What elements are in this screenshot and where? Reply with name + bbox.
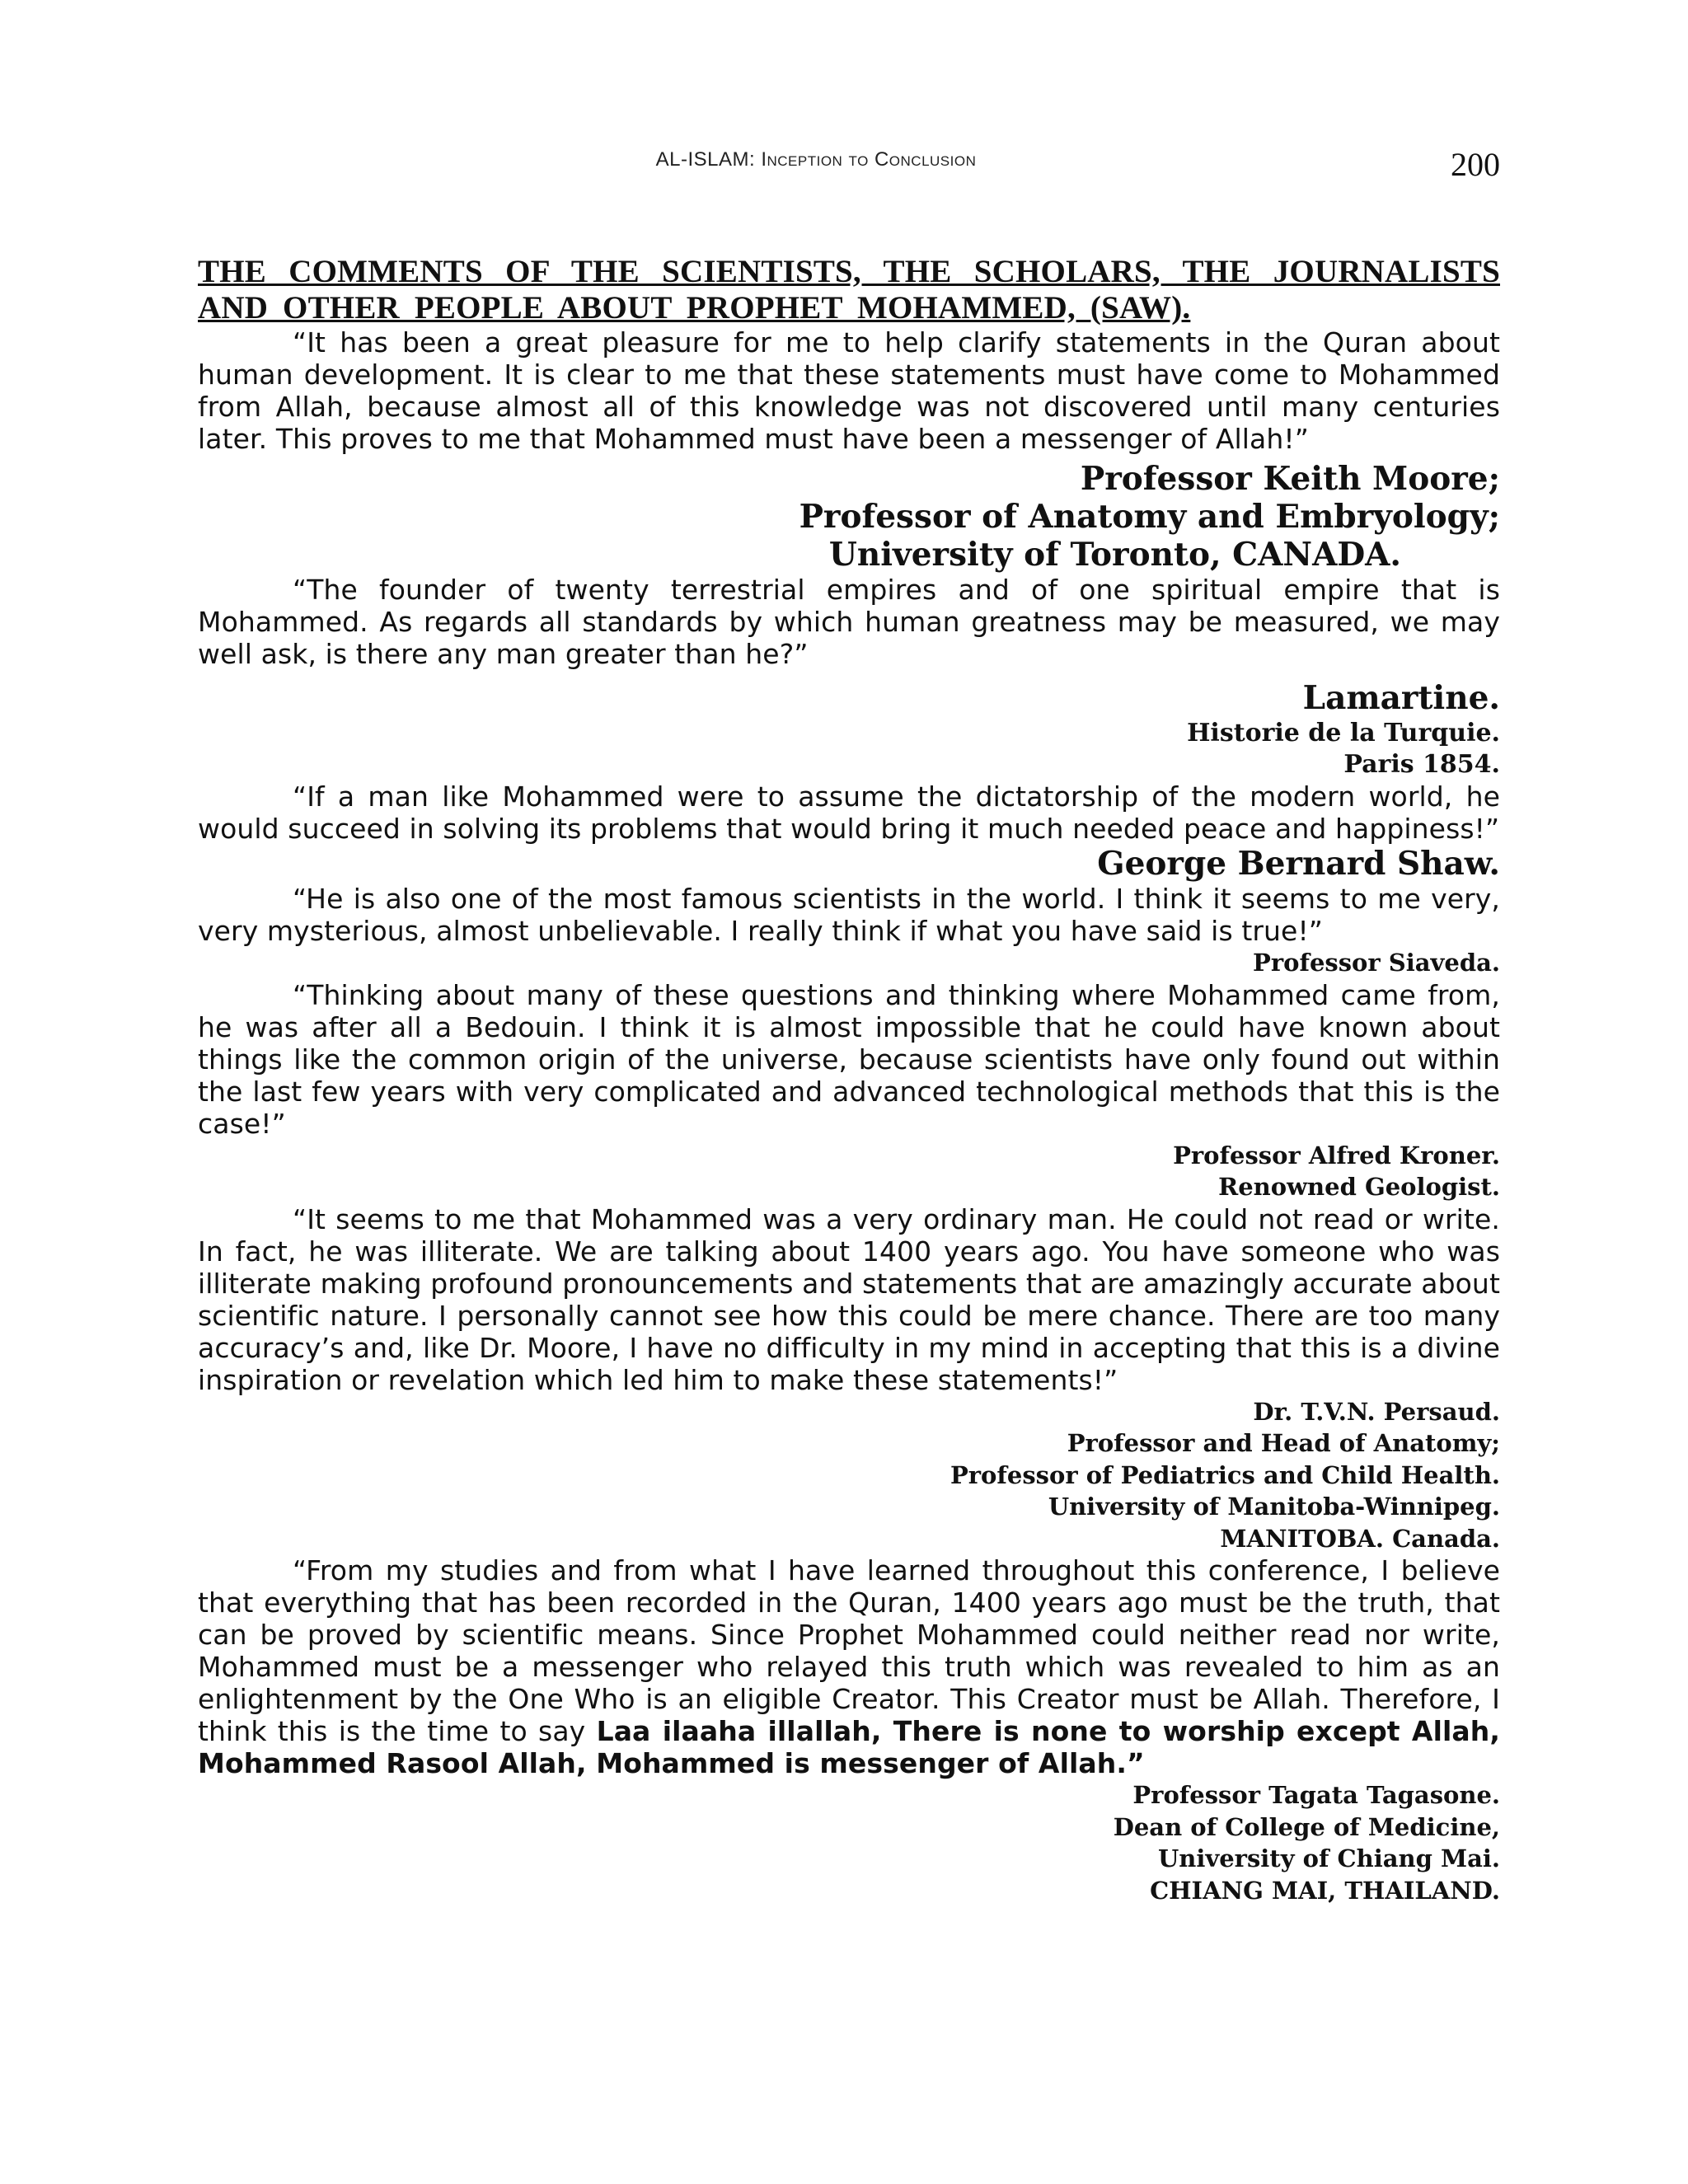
page-body <box>198 254 1500 1906</box>
attribution-line: Professor of Pediatrics and Child Health. <box>950 1460 1500 1489</box>
attribution-line: Paris 1854. <box>1343 750 1500 779</box>
attribution-kroner <box>198 1140 1500 1203</box>
attribution-line: Professor Tagata Tagasone. <box>1132 1781 1500 1809</box>
attribution-line: CHIANG MAI, THAILAND. <box>1150 1876 1500 1905</box>
attribution-moore <box>198 460 1500 574</box>
attribution-line: University of Manitoba-Winnipeg. <box>1048 1493 1500 1521</box>
running-title: AL-ISLAM: Inception to Conclusion <box>655 148 977 171</box>
attribution-line: Professor Siaveda. <box>1253 949 1500 977</box>
running-header <box>495 148 1137 171</box>
attribution-line: Professor Alfred Kroner. <box>1173 1141 1500 1169</box>
attribution-line: Professor of Anatomy and Embryology; <box>799 498 1500 536</box>
attribution-line: Renowned Geologist. <box>1218 1173 1500 1201</box>
attribution-line: Dean of College of Medicine, <box>1113 1812 1500 1841</box>
quote-moore: “It has been a great pleasure for me to help clarify statements in the Quran about human development. It is clear to me that these statements must have come to Mohammed from Allah, because almost all of this knowledge was not discovered until many centuries later. This proves to me that Mohammed must have been a messenger of Allah!” <box>198 326 1500 455</box>
attribution-line: University of Chiang Mai. <box>1157 1844 1500 1872</box>
quote-shaw: “If a man like Mohammed were to assume the dictatorship of the modern world, he would succeed in solving its problems that would bring it much needed peace and happiness!” <box>198 780 1500 845</box>
attribution-line: Historie de la Turquie. <box>1187 719 1500 748</box>
quote-persaud: “It seems to me that Mohammed was a very ordinary man. He could not read or write. In fact, he was illiterate. We are talking about 1400 years ago. You have someone who was illiterate making profound pronouncements and statements that are amazingly accurate about scientific nature. I personally cannot see how this could be mere chance. There are too many accuracy’s and, like Dr. Moore, I have no difficulty in my mind in accepting that this is a divine inspiration or revelation which led him to make these statements!” <box>198 1202 1500 1396</box>
attribution-tagasone <box>198 1779 1500 1906</box>
attribution-line: Professor and Head of Anatomy; <box>1067 1429 1500 1457</box>
section-heading: THE COMMENTS OF THE SCIENTISTS, THE SCHOLARS, THE JOURNALISTS AND OTHER PEOPLE ABOUT PROPHET MOHAMMED, (SAW). <box>198 254 1500 326</box>
attribution-line: Dr. T.V.N. Persaud. <box>1253 1397 1500 1426</box>
attribution-lamartine <box>198 678 1500 780</box>
shahada-text: Laa ilaaha illallah, There is none to worship except Allah, Mohammed Rasool Allah, Mohammed is messenger of Allah.” <box>198 1715 1500 1779</box>
quote-lamartine: “The founder of twenty terrestrial empires and of one spiritual empire that is Mohammed. As regards all standards by which human greatness may be measured, we may well ask, is there any man greater than he?” <box>198 574 1500 670</box>
quote-tagasone <box>198 1554 1500 1779</box>
quote-kroner: “Thinking about many of these questions and thinking where Mohammed came from, he was after all a Bedouin. I think it is almost impossible that he could have known about things like the common origin of the universe, because scientists have only found out within the last few years with very complicated and advanced technological methods that this is the case!” <box>198 978 1500 1140</box>
quote-siaveda: “He is also one of the most famous scientists in the world. I think it seems to me very, very mysterious, almost unbelievable. I really think if what you have said is true!” <box>198 883 1500 947</box>
attribution-shaw <box>198 845 1500 883</box>
attribution-siaveda <box>198 947 1500 979</box>
attribution-line: Lamartine. <box>1302 679 1500 717</box>
attribution-line: MANITOBA. Canada. <box>1220 1524 1500 1553</box>
attribution-line: George Bernard Shaw. <box>1097 845 1500 883</box>
page-number: 200 <box>1451 146 1500 183</box>
attribution-persaud <box>198 1396 1500 1555</box>
attribution-line: Professor Keith Moore; <box>1080 460 1500 498</box>
attribution-line: University of Toronto, CANADA. <box>828 536 1401 574</box>
quote-text: “From my studies and from what I have learned throughout this conference, I believe that everything that has been recorded in the Quran, 1400 years ago must be the truth, that can be proved by scientific means. Since Prophet Mohammed could neither read nor write, Mohammed must be a messenger who relayed this truth which was revealed to him as an enlightenment by the One Who is an eligible Creator. This Creator must be Allah. Therefore, I think this is the time to say <box>198 1554 1500 1747</box>
